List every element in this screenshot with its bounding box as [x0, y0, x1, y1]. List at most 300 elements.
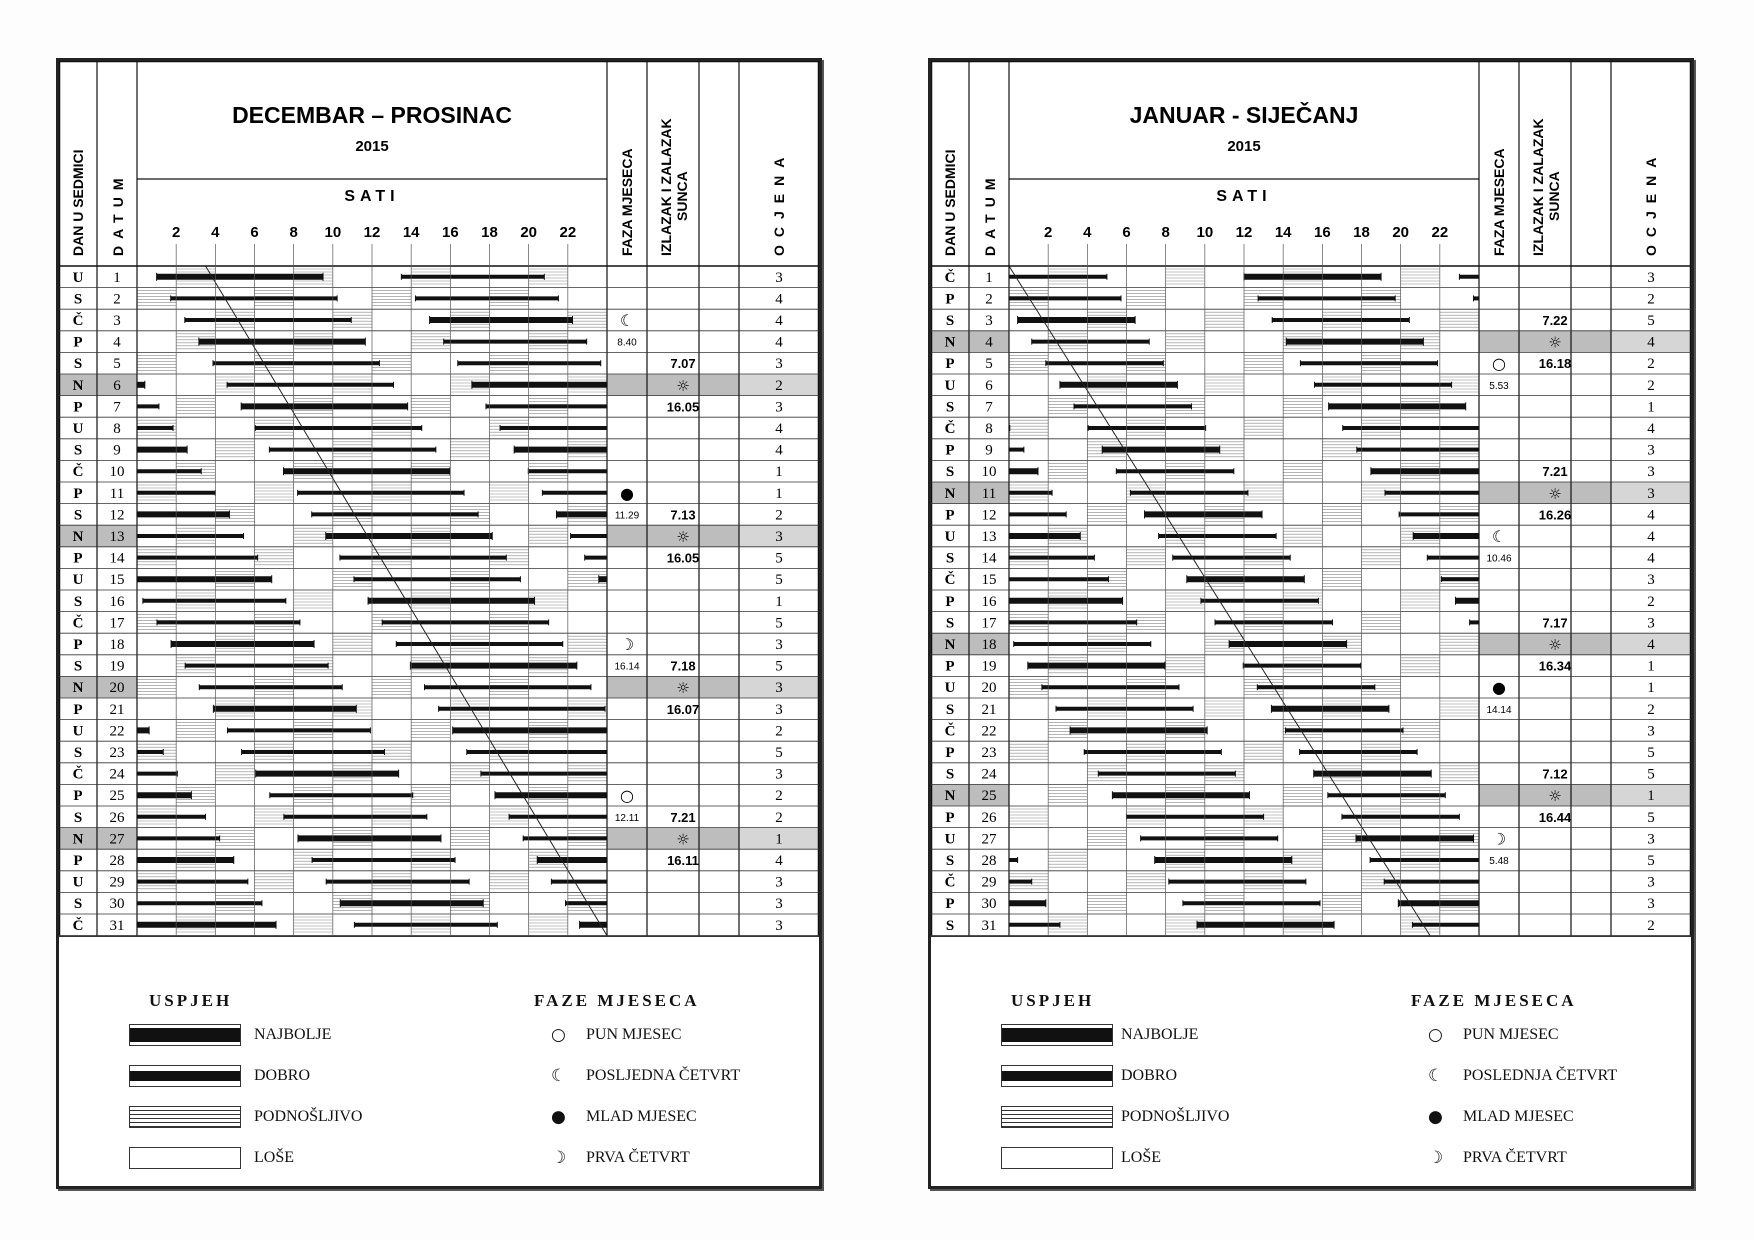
score-cell: 4	[1647, 550, 1655, 567]
score-cell: 2	[1647, 356, 1655, 373]
hour-tick-label: 6	[250, 224, 259, 241]
sunday-shade	[59, 525, 137, 547]
date-cell: 23	[109, 745, 125, 761]
hour-tick-label: 8	[289, 224, 298, 241]
col-header-sun-2: SUNCA	[1546, 171, 1562, 221]
score-cell: 3	[775, 399, 783, 416]
day-cell: S	[945, 701, 955, 718]
day-cell: S	[73, 896, 83, 913]
day-cell: N	[72, 831, 84, 848]
hour-tick-label: 14	[402, 224, 420, 241]
day-cell: S	[73, 745, 83, 761]
col-header-score: OCJENA	[771, 149, 787, 256]
day-cell: S	[945, 917, 955, 934]
calendar-grid	[931, 61, 1691, 971]
date-cell: 12	[981, 507, 997, 524]
day-cell: Č	[944, 421, 956, 437]
hour-tick-label: 22	[1431, 224, 1449, 241]
table-border	[60, 62, 819, 937]
date-cell: 29	[109, 874, 125, 891]
legend-full-moon: PUN MJESEC	[586, 1026, 682, 1043]
date-cell: 9	[113, 442, 121, 459]
col-header-moon: FAZA MJESECA	[619, 148, 635, 256]
sunday-shade	[59, 676, 137, 698]
hour-tick-label: 14	[1274, 224, 1292, 241]
date-cell: 24	[981, 766, 997, 783]
sun-icon: ☼	[676, 679, 690, 698]
sun-time: 16.11	[667, 853, 699, 868]
sunday-shade	[931, 482, 1009, 504]
hour-tick-label: 2	[1043, 224, 1053, 241]
date-cell: 2	[113, 291, 121, 308]
score-cell: 2	[775, 507, 783, 524]
date-cell: 27	[109, 831, 125, 848]
moon-time: 16.14	[614, 661, 640, 673]
swatch-good	[129, 1065, 241, 1087]
hours-label: SATI	[1216, 188, 1272, 205]
score-cell: 3	[775, 766, 783, 783]
day-cell: N	[72, 680, 84, 697]
day-cell: Č	[944, 572, 956, 589]
first-quarter-icon: ☽	[1491, 829, 1507, 849]
day-cell: P	[73, 399, 83, 416]
legend-success-title: USPJEH	[149, 991, 233, 1010]
hour-tick-label: 8	[1161, 224, 1170, 241]
new-moon-icon: ●	[1492, 678, 1506, 698]
day-cell: Č	[72, 615, 84, 632]
legend-ok: PODNOŠLJIVO	[1121, 1108, 1230, 1125]
day-cell: P	[73, 853, 83, 869]
day-cell: P	[945, 809, 955, 826]
score-cell: 3	[1647, 723, 1655, 740]
sun-time: 7.17	[1542, 615, 1568, 631]
page-title: JANUAR - SIJEČANJ	[1129, 102, 1359, 128]
score-cell: 3	[1647, 831, 1655, 848]
score-cell: 4	[1647, 637, 1655, 653]
hour-tick-label: 16	[441, 224, 459, 241]
sun-time: 16.07	[666, 701, 700, 717]
legend-bad: LOŠE	[1121, 1149, 1161, 1166]
sun-icon: ☼	[1548, 333, 1562, 352]
date-cell: 19	[981, 658, 997, 675]
score-cell: 4	[775, 291, 783, 308]
col-header-sun: IZLAZAK I ZALAZAK	[658, 118, 674, 256]
legend	[59, 971, 819, 1186]
score-cell: 3	[1647, 874, 1655, 891]
day-cell: N	[944, 788, 956, 805]
moon-time: 10.46	[1486, 553, 1512, 565]
legend-first-quarter: PRVA ČETVRT	[586, 1149, 690, 1166]
day-cell: Č	[72, 313, 84, 329]
score-cell: 4	[775, 334, 783, 351]
score-cell: 3	[775, 896, 783, 913]
swatch-ok	[129, 1106, 241, 1128]
legend-last-quarter: POSLJEDNA ČETVRT	[586, 1067, 741, 1084]
hour-tick-label: 12	[363, 224, 381, 241]
score-cell: 4	[775, 853, 783, 869]
full-moon-icon: ○	[1428, 1025, 1443, 1045]
full-moon-icon: ○	[1492, 354, 1506, 374]
legend-best: NAJBOLJE	[1121, 1026, 1199, 1043]
score-cell: 3	[1647, 572, 1655, 589]
day-cell: Č	[944, 874, 956, 891]
legend-phases-title: FAZE MJESECA	[534, 991, 700, 1010]
day-cell: U	[944, 680, 956, 697]
col-header-score: OCJENA	[1643, 149, 1659, 256]
score-cell: 5	[1647, 853, 1655, 869]
score-cell: 5	[775, 572, 783, 589]
date-cell: 24	[109, 766, 125, 783]
last-quarter-icon: ☾	[1491, 527, 1507, 546]
swatch-ok	[1001, 1106, 1113, 1128]
sun-time: 7.13	[670, 507, 696, 523]
col-header-date: DATUM	[110, 171, 126, 256]
date-cell: 6	[985, 377, 993, 394]
moon-time: 14.14	[1486, 704, 1512, 716]
sun-time: 16.34	[1538, 658, 1572, 674]
score-cell: 1	[775, 831, 783, 848]
date-cell: 21	[109, 701, 125, 718]
date-cell: 11	[981, 485, 997, 502]
sunday-shade	[1479, 331, 1611, 353]
hour-tick-label: 22	[559, 224, 577, 241]
date-cell: 3	[113, 313, 121, 329]
legend-bad: LOŠE	[254, 1149, 294, 1166]
hour-tick-label: 2	[171, 224, 181, 241]
day-cell: U	[944, 377, 956, 394]
score-cell: 3	[1647, 464, 1655, 481]
sunday-shade	[931, 331, 1009, 353]
day-cell: P	[73, 550, 83, 567]
sunday-shade	[1479, 482, 1611, 504]
score-cell: 4	[1647, 334, 1655, 351]
day-cell: N	[944, 637, 956, 653]
moon-time: 11.29	[614, 510, 640, 522]
date-cell: 21	[981, 701, 997, 718]
sun-icon: ☼	[1548, 636, 1562, 654]
moon-time: 8.40	[617, 337, 637, 349]
day-cell: S	[945, 313, 955, 329]
sun-time: 16.26	[1538, 507, 1572, 523]
score-cell: 2	[775, 723, 783, 740]
col-header-day: DAN U SEDMICI	[942, 149, 958, 256]
sun-time: 16.18	[1538, 356, 1572, 372]
calendar-grid	[59, 61, 819, 971]
day-cell: S	[945, 615, 955, 632]
score-cell: 3	[775, 701, 783, 718]
date-cell: 9	[985, 442, 993, 459]
day-cell: Č	[72, 917, 84, 934]
day-cell: U	[944, 831, 956, 848]
score-cell: 3	[1647, 269, 1655, 286]
score-cell: 3	[775, 356, 783, 373]
last-quarter-icon: ☾	[1428, 1066, 1444, 1086]
day-cell: P	[945, 442, 955, 459]
date-cell: 15	[981, 572, 997, 589]
score-cell: 1	[775, 593, 783, 610]
day-cell: S	[73, 593, 83, 610]
sun-time: 7.18	[670, 658, 696, 674]
day-cell: S	[73, 507, 83, 524]
score-cell: 3	[775, 874, 783, 891]
score-cell: 4	[1647, 529, 1655, 545]
sunday-shade	[607, 374, 739, 396]
score-cell: 1	[775, 485, 783, 502]
score-cell: 2	[775, 377, 783, 394]
date-cell: 1	[113, 269, 121, 286]
hour-tick-label: 10	[1196, 224, 1214, 241]
hour-tick-label: 6	[1122, 224, 1131, 241]
full-moon-icon: ○	[551, 1025, 566, 1045]
day-cell: P	[945, 593, 955, 610]
sun-time: 7.22	[1542, 313, 1568, 328]
sun-icon: ☼	[1548, 484, 1562, 503]
score-cell: 2	[1647, 593, 1655, 610]
date-cell: 28	[981, 853, 997, 869]
date-cell: 30	[981, 896, 997, 913]
sun-time: 16.05	[666, 550, 700, 566]
hour-tick-label: 18	[1353, 224, 1370, 241]
sun-icon: ☼	[676, 528, 690, 546]
date-cell: 29	[981, 874, 997, 891]
day-cell: N	[72, 377, 84, 394]
date-cell: 22	[981, 723, 997, 740]
day-cell: U	[944, 529, 956, 545]
hour-tick-label: 16	[1313, 224, 1331, 241]
score-cell: 3	[775, 917, 783, 934]
score-cell: 5	[1647, 745, 1655, 761]
date-cell: 25	[981, 788, 997, 805]
date-cell: 2	[985, 291, 993, 308]
score-cell: 1	[1647, 399, 1655, 416]
date-cell: 18	[981, 637, 997, 653]
score-cell: 1	[1647, 658, 1655, 675]
day-cell: S	[73, 809, 83, 826]
legend-new-moon: MLAD MJESEC	[1463, 1108, 1574, 1125]
date-cell: 16	[109, 593, 125, 610]
date-cell: 18	[109, 637, 125, 653]
hour-tick-label: 12	[1235, 224, 1253, 241]
first-quarter-icon: ☽	[551, 1148, 567, 1168]
sunday-shade	[1479, 784, 1611, 806]
date-cell: 20	[981, 680, 997, 697]
date-cell: 10	[109, 464, 125, 481]
score-cell: 5	[775, 658, 783, 675]
swatch-best	[129, 1024, 241, 1046]
score-cell: 2	[1647, 701, 1655, 718]
date-cell: 20	[109, 680, 125, 697]
date-cell: 10	[981, 464, 997, 481]
hour-tick-label: 20	[520, 224, 538, 241]
swatch-bad	[129, 1147, 241, 1169]
score-cell: 2	[775, 809, 783, 826]
first-quarter-icon: ☽	[1428, 1148, 1444, 1168]
score-cell: 5	[775, 745, 783, 761]
day-cell: S	[73, 658, 83, 675]
day-cell: S	[945, 853, 955, 869]
day-cell: Č	[944, 269, 956, 286]
sun-time: 7.21	[670, 809, 696, 825]
new-moon-icon: ●	[1428, 1107, 1443, 1127]
day-cell: P	[945, 745, 955, 761]
date-cell: 4	[113, 334, 121, 351]
day-cell: N	[944, 334, 956, 351]
sun-time: 7.07	[670, 356, 696, 372]
day-cell: S	[945, 766, 955, 783]
last-quarter-icon: ☾	[619, 311, 635, 330]
day-cell: P	[73, 334, 83, 351]
page-year: 2015	[355, 138, 389, 155]
score-cell: 3	[1647, 442, 1655, 459]
legend-full-moon: PUN MJESEC	[1463, 1026, 1559, 1043]
date-cell: 5	[985, 356, 993, 373]
moon-time: 5.48	[1489, 856, 1509, 867]
legend-new-moon: MLAD MJESEC	[586, 1108, 697, 1125]
score-cell: 4	[775, 313, 783, 329]
score-cell: 5	[775, 550, 783, 567]
hour-tick-label: 18	[481, 224, 498, 241]
score-cell: 3	[775, 637, 783, 653]
swatch-good	[1001, 1065, 1113, 1087]
day-cell: Č	[72, 464, 84, 481]
day-cell: N	[944, 485, 956, 502]
day-cell: U	[72, 723, 84, 740]
date-cell: 6	[113, 377, 121, 394]
score-cell: 3	[1647, 615, 1655, 632]
new-moon-icon: ●	[551, 1107, 566, 1127]
date-cell: 13	[981, 529, 997, 545]
score-cell: 2	[1647, 377, 1655, 394]
date-cell: 3	[985, 313, 993, 329]
day-cell: S	[73, 356, 83, 373]
day-cell: S	[945, 550, 955, 567]
day-cell: P	[945, 507, 955, 524]
day-cell: S	[73, 442, 83, 459]
date-cell: 5	[113, 356, 121, 373]
date-cell: 8	[985, 421, 993, 437]
date-cell: 17	[109, 615, 125, 632]
sunday-shade	[931, 633, 1009, 655]
score-cell: 5	[775, 615, 783, 632]
date-cell: 7	[985, 399, 993, 416]
day-cell: U	[72, 421, 84, 437]
calendar-page-december	[56, 58, 822, 1189]
score-cell: 3	[1647, 896, 1655, 913]
date-cell: 23	[981, 745, 997, 761]
calendar-page-january	[928, 58, 1694, 1189]
sun-icon: ☼	[676, 376, 690, 395]
date-cell: 26	[109, 809, 125, 826]
score-cell: 3	[775, 529, 783, 545]
sunday-shade	[607, 676, 739, 698]
date-cell: 22	[109, 723, 125, 740]
page-title: DECEMBAR – PROSINAC	[232, 102, 512, 128]
score-cell: 2	[1647, 917, 1655, 934]
legend-good: DOBRO	[254, 1067, 311, 1084]
date-cell: 16	[981, 593, 997, 610]
sunday-shade	[607, 828, 739, 850]
date-cell: 1	[985, 269, 993, 286]
swatch-bad	[1001, 1147, 1113, 1169]
day-cell: S	[73, 291, 83, 308]
day-cell: U	[72, 874, 84, 891]
swatch-best	[1001, 1024, 1113, 1046]
legend-first-quarter: PRVA ČETVRT	[1463, 1149, 1567, 1166]
score-cell: 4	[1647, 507, 1655, 524]
date-cell: 13	[109, 529, 125, 545]
day-cell: S	[945, 399, 955, 416]
day-cell: P	[73, 701, 83, 718]
day-cell: P	[73, 637, 83, 653]
date-cell: 12	[109, 507, 125, 524]
score-cell: 2	[1647, 291, 1655, 308]
col-header-date: DATUM	[982, 171, 998, 256]
day-cell: P	[945, 356, 955, 373]
sun-time: 7.12	[1542, 766, 1568, 782]
score-cell: 3	[775, 680, 783, 697]
score-cell: 5	[1647, 313, 1655, 329]
full-moon-icon: ○	[620, 786, 634, 806]
date-cell: 17	[981, 615, 997, 632]
date-cell: 4	[985, 334, 993, 351]
col-header-sun: IZLAZAK I ZALAZAK	[1530, 118, 1546, 256]
date-cell: 8	[113, 421, 121, 437]
date-cell: 25	[109, 788, 125, 805]
day-cell: P	[945, 896, 955, 913]
moon-time: 12.11	[614, 812, 640, 824]
hour-tick-label: 10	[324, 224, 342, 241]
score-cell: 1	[775, 464, 783, 481]
score-cell: 1	[1647, 680, 1655, 697]
sun-time: 16.44	[1538, 809, 1572, 825]
day-cell: N	[72, 529, 84, 545]
score-cell: 4	[775, 421, 783, 437]
moon-time: 5.53	[1489, 380, 1509, 392]
col-header-day: DAN U SEDMICI	[70, 149, 86, 256]
date-cell: 11	[109, 485, 125, 502]
sun-icon: ☼	[1548, 787, 1562, 806]
score-cell: 5	[1647, 809, 1655, 826]
sunday-shade	[931, 784, 1009, 806]
date-cell: 7	[113, 399, 121, 416]
new-moon-icon: ●	[620, 483, 634, 503]
sun-time: 7.21	[1542, 464, 1568, 480]
score-cell: 3	[775, 269, 783, 286]
hours-label: SATI	[344, 188, 400, 205]
date-cell: 27	[981, 831, 997, 848]
legend-good: DOBRO	[1121, 1067, 1178, 1084]
page-year: 2015	[1227, 138, 1261, 155]
date-cell: 30	[109, 896, 125, 913]
score-cell: 5	[1647, 766, 1655, 783]
sunday-shade	[59, 374, 137, 396]
sun-time: 16.05	[666, 399, 700, 415]
score-cell: 4	[1647, 421, 1655, 437]
date-cell: 26	[981, 809, 997, 826]
day-cell: S	[945, 464, 955, 481]
score-cell: 3	[1647, 485, 1655, 502]
day-cell: Č	[72, 766, 84, 783]
sunday-shade	[607, 525, 739, 547]
day-cell: Č	[944, 723, 956, 740]
hour-tick-label: 4	[1083, 224, 1092, 241]
day-cell: U	[72, 572, 84, 589]
last-quarter-icon: ☾	[551, 1066, 567, 1086]
legend-last-quarter: POSLEDNJA ČETVRT	[1463, 1067, 1618, 1084]
date-cell: 28	[109, 853, 125, 869]
day-cell: U	[72, 269, 84, 286]
hour-tick-label: 20	[1392, 224, 1410, 241]
